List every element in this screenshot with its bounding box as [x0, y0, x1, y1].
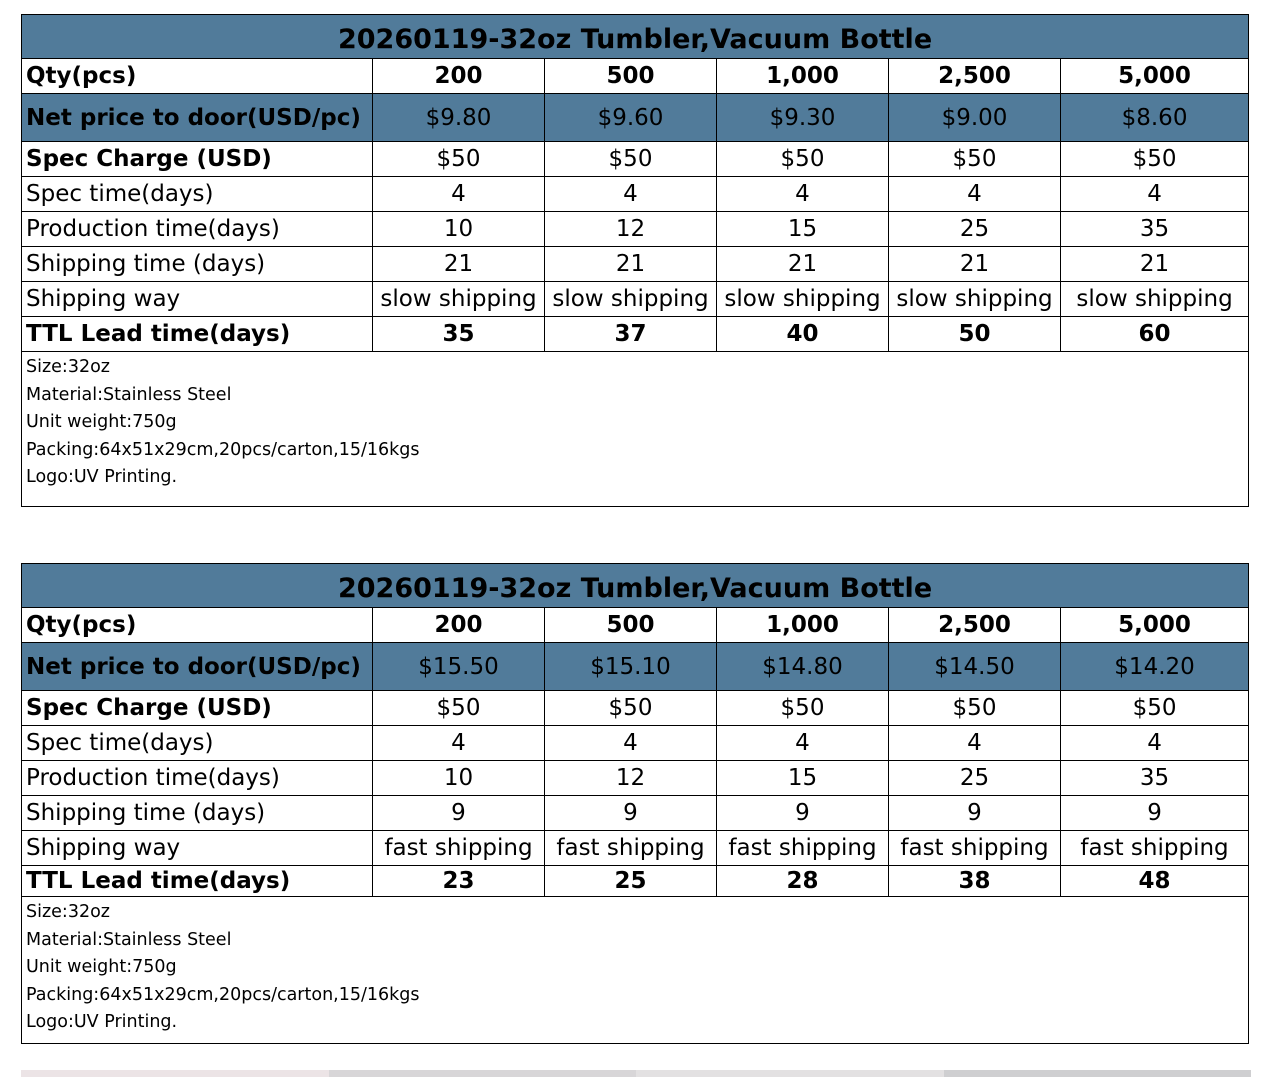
price-cell: $14.80	[717, 643, 889, 691]
strip-segment	[329, 1070, 637, 1077]
note-packing: Packing:64x51x29cm,20pcs/carton,15/16kgs	[26, 984, 420, 1005]
qty-cell: 1,000	[717, 608, 889, 643]
lead-time-row	[22, 317, 1249, 352]
table-cell: 25	[545, 866, 717, 897]
table-cell: $50	[1061, 142, 1249, 177]
note-logo: Logo:UV Printing.	[26, 1012, 178, 1032]
table-cell: 9	[545, 796, 717, 831]
price-table-slow-shipping	[21, 14, 1248, 507]
price-cell: $8.60	[1061, 94, 1249, 142]
table-cell: 9	[717, 796, 889, 831]
qty-cell: 2,500	[889, 608, 1061, 643]
shipping-time-row	[22, 247, 1249, 282]
table-cell: fast shipping	[889, 831, 1061, 866]
table-cell: 12	[545, 212, 717, 247]
shipping-time-row	[22, 796, 1249, 831]
table-title: 20260119-32oz Tumbler,Vacuum Bottle	[22, 15, 1249, 59]
shipping-way-row	[22, 831, 1249, 866]
table-cell: 9	[1061, 796, 1249, 831]
table-cell: $50	[717, 142, 889, 177]
lead-time-row	[22, 866, 1249, 897]
table-cell: 38	[889, 866, 1061, 897]
table-cell: 4	[889, 177, 1061, 212]
table-title: 20260119-32oz Tumbler,Vacuum Bottle	[22, 564, 1249, 608]
qty-cell: 5,000	[1061, 608, 1249, 643]
table-cell: 4	[717, 177, 889, 212]
table-cell: slow shipping	[717, 282, 889, 317]
table-cell: 10	[373, 212, 545, 247]
table-cell: 21	[1061, 247, 1249, 282]
table-cell: 21	[545, 247, 717, 282]
notes-row	[22, 897, 1249, 1044]
row-label: Production time(days)	[22, 212, 373, 247]
table-cell: 35	[1061, 761, 1249, 796]
strip-segment	[21, 1070, 329, 1077]
qty-cell: 500	[545, 608, 717, 643]
price-cell: $9.60	[545, 94, 717, 142]
row-label: Spec Charge (USD)	[22, 142, 373, 177]
table-cell: 37	[545, 317, 717, 352]
strip-segment	[636, 1070, 944, 1077]
row-label: Shipping time (days)	[22, 796, 373, 831]
qty-cell: 5,000	[1061, 59, 1249, 94]
table-cell: 21	[373, 247, 545, 282]
price-cell: $14.50	[889, 643, 1061, 691]
table-cell: 28	[717, 866, 889, 897]
table-cell: 25	[889, 212, 1061, 247]
qty-cell: 1,000	[717, 59, 889, 94]
row-label: Shipping way	[22, 282, 373, 317]
table-cell: 4	[373, 726, 545, 761]
note-material: Material:Stainless Steel	[26, 929, 232, 950]
price-cell: $15.50	[373, 643, 545, 691]
shipping-way-row	[22, 282, 1249, 317]
qty-cell: 2,500	[889, 59, 1061, 94]
bottom-image-strip	[21, 1070, 1251, 1077]
table-cell: slow shipping	[1061, 282, 1249, 317]
table-cell: 4	[545, 726, 717, 761]
table-cell: 50	[889, 317, 1061, 352]
table-cell: $50	[545, 142, 717, 177]
row-label: Shipping way	[22, 831, 373, 866]
table-cell: $50	[545, 691, 717, 726]
table-cell: 4	[545, 177, 717, 212]
title-row	[22, 15, 1249, 59]
table-cell: 21	[717, 247, 889, 282]
table-cell: 9	[373, 796, 545, 831]
row-label: Qty(pcs)	[22, 608, 373, 643]
production-time-row	[22, 212, 1249, 247]
notes-cell	[22, 352, 1249, 507]
row-label: Production time(days)	[22, 761, 373, 796]
quote-table	[21, 563, 1249, 1044]
table-cell: 12	[545, 761, 717, 796]
table-cell: 23	[373, 866, 545, 897]
row-label: Spec time(days)	[22, 177, 373, 212]
table-cell: fast shipping	[545, 831, 717, 866]
table-cell: 10	[373, 761, 545, 796]
row-label: TTL Lead time(days)	[22, 866, 373, 897]
table-cell: $50	[889, 142, 1061, 177]
net-price-row	[22, 643, 1249, 691]
production-time-row	[22, 761, 1249, 796]
table-cell: 35	[1061, 212, 1249, 247]
qty-row	[22, 608, 1249, 643]
table-cell: 4	[373, 177, 545, 212]
row-label: Spec time(days)	[22, 726, 373, 761]
price-cell: $9.30	[717, 94, 889, 142]
table-cell: $50	[373, 691, 545, 726]
row-label: Shipping time (days)	[22, 247, 373, 282]
spec-time-row	[22, 177, 1249, 212]
qty-cell: 200	[373, 59, 545, 94]
table-cell: 35	[373, 317, 545, 352]
price-cell: $14.20	[1061, 643, 1249, 691]
table-cell: slow shipping	[889, 282, 1061, 317]
qty-row	[22, 59, 1249, 94]
table-cell: 21	[889, 247, 1061, 282]
strip-segment	[944, 1070, 1252, 1077]
table-cell: 60	[1061, 317, 1249, 352]
table-cell: slow shipping	[373, 282, 545, 317]
net-price-row	[22, 94, 1249, 142]
table-cell: $50	[373, 142, 545, 177]
note-material: Material:Stainless Steel	[26, 384, 232, 405]
table-cell: 4	[1061, 726, 1249, 761]
table-cell: 4	[889, 726, 1061, 761]
price-cell: $15.10	[545, 643, 717, 691]
row-label: Net price to door(USD/pc)	[22, 643, 373, 691]
table-cell: 25	[889, 761, 1061, 796]
spec-charge-row	[22, 691, 1249, 726]
note-size: Size:32oz	[26, 902, 110, 922]
table-cell: 4	[1061, 177, 1249, 212]
table-cell: fast shipping	[1061, 831, 1249, 866]
qty-cell: 200	[373, 608, 545, 643]
row-label: Qty(pcs)	[22, 59, 373, 94]
notes-row	[22, 352, 1249, 507]
title-row	[22, 564, 1249, 608]
table-cell: 15	[717, 212, 889, 247]
table-cell: fast shipping	[373, 831, 545, 866]
table-cell: slow shipping	[545, 282, 717, 317]
notes-cell	[22, 897, 1249, 1044]
table-cell: $50	[717, 691, 889, 726]
note-packing: Packing:64x51x29cm,20pcs/carton,15/16kgs	[26, 439, 420, 460]
note-weight: Unit weight:750g	[26, 412, 177, 432]
price-cell: $9.80	[373, 94, 545, 142]
table-cell: 15	[717, 761, 889, 796]
table-cell: fast shipping	[717, 831, 889, 866]
row-label: Net price to door(USD/pc)	[22, 94, 373, 142]
row-label: TTL Lead time(days)	[22, 317, 373, 352]
table-cell: 48	[1061, 866, 1249, 897]
table-cell: $50	[1061, 691, 1249, 726]
table-cell: 9	[889, 796, 1061, 831]
quote-table	[21, 14, 1249, 507]
qty-cell: 500	[545, 59, 717, 94]
table-cell: $50	[889, 691, 1061, 726]
spec-charge-row	[22, 142, 1249, 177]
price-table-fast-shipping	[21, 563, 1248, 1044]
note-size: Size:32oz	[26, 357, 110, 377]
note-logo: Logo:UV Printing.	[26, 467, 178, 487]
table-cell: 40	[717, 317, 889, 352]
row-label: Spec Charge (USD)	[22, 691, 373, 726]
table-cell: 4	[717, 726, 889, 761]
spec-time-row	[22, 726, 1249, 761]
note-weight: Unit weight:750g	[26, 957, 177, 977]
price-cell: $9.00	[889, 94, 1061, 142]
